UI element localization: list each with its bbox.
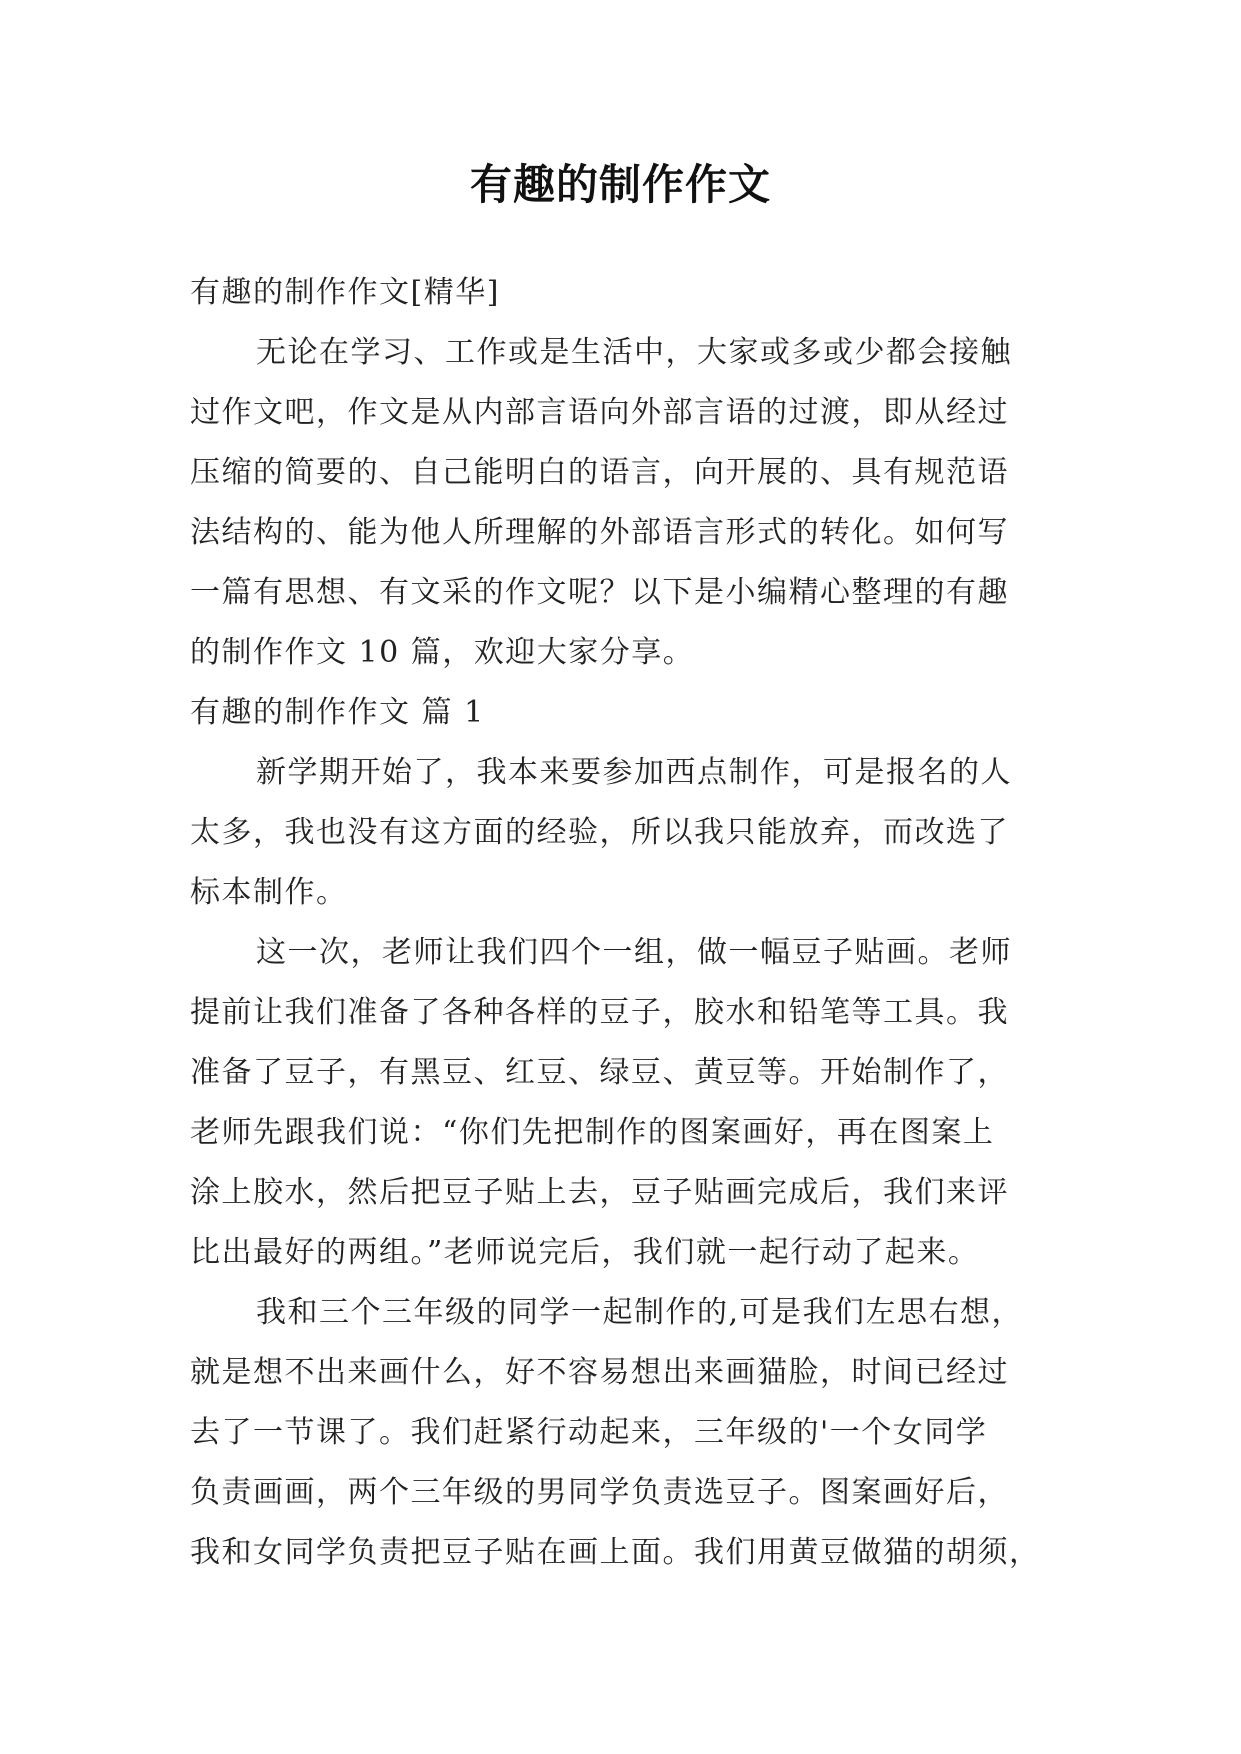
paragraph-line: 比出最好的两组。”老师说完后，我们就一起行动了起来。 (190, 1235, 980, 1270)
paragraph-line: 我和女同学负责把豆子贴在画上面。我们用黄豆做猫的胡须， (190, 1535, 1041, 1570)
paragraph-line: 准备了豆子，有黑豆、红豆、绿豆、黄豆等。开始制作了， (190, 1055, 1009, 1090)
paragraph-line: 涂上胶水，然后把豆子贴上去，豆子贴画完成后，我们来评 (190, 1175, 1009, 1210)
document-title: 有趣的制作作文 (469, 160, 771, 209)
document-body (190, 263, 1070, 1583)
section-heading: 有趣的制作作文 篇 1 (190, 695, 485, 730)
paragraph-line: 一篇有思想、有文采的作文呢？以下是小编精心整理的有趣 (190, 575, 1009, 610)
paragraph-line: 的制作作文 10 篇，欢迎大家分享。 (190, 635, 695, 670)
subtitle-line: 有趣的制作作文[精华] (190, 275, 500, 310)
paragraph-line: 标本制作。 (190, 875, 348, 910)
paragraph-line: 这一次，老师让我们四个一组，做一幅豆子贴画。老师 (256, 935, 1012, 970)
paragraph-line: 过作文吧，作文是从内部言语向外部言语的过渡，即从经过 (190, 395, 1009, 430)
paragraph-line: 我和三个三年级的同学一起制作的,可是我们左思右想， (256, 1295, 1024, 1330)
paragraph-line: 法结构的、能为他人所理解的外部语言形式的转化。如何写 (190, 515, 1009, 550)
paragraph-line: 无论在学习、工作或是生活中，大家或多或少都会接触 (256, 335, 1012, 370)
paragraph-line: 负责画画，两个三年级的男同学负责选豆子。图案画好后， (190, 1475, 1009, 1510)
paragraph-line: 提前让我们准备了各种各样的豆子，胶水和铅笔等工具。我 (190, 995, 1009, 1030)
paragraph-line: 老师先跟我们说：“你们先把制作的图案画好，再在图案上 (190, 1115, 995, 1150)
paragraph-line: 去了一节课了。我们赶紧行动起来，三年级的'一个女同学 (190, 1415, 988, 1450)
paragraph-line: 太多，我也没有这方面的经验，所以我只能放弃，而改选了 (190, 815, 1009, 850)
paragraph-line: 就是想不出来画什么，好不容易想出来画猫脸，时间已经过 (190, 1355, 1009, 1390)
paragraph-line: 新学期开始了，我本来要参加西点制作，可是报名的人 (256, 755, 1012, 790)
paragraph-line: 压缩的简要的、自己能明白的语言，向开展的、具有规范语 (190, 455, 1009, 490)
